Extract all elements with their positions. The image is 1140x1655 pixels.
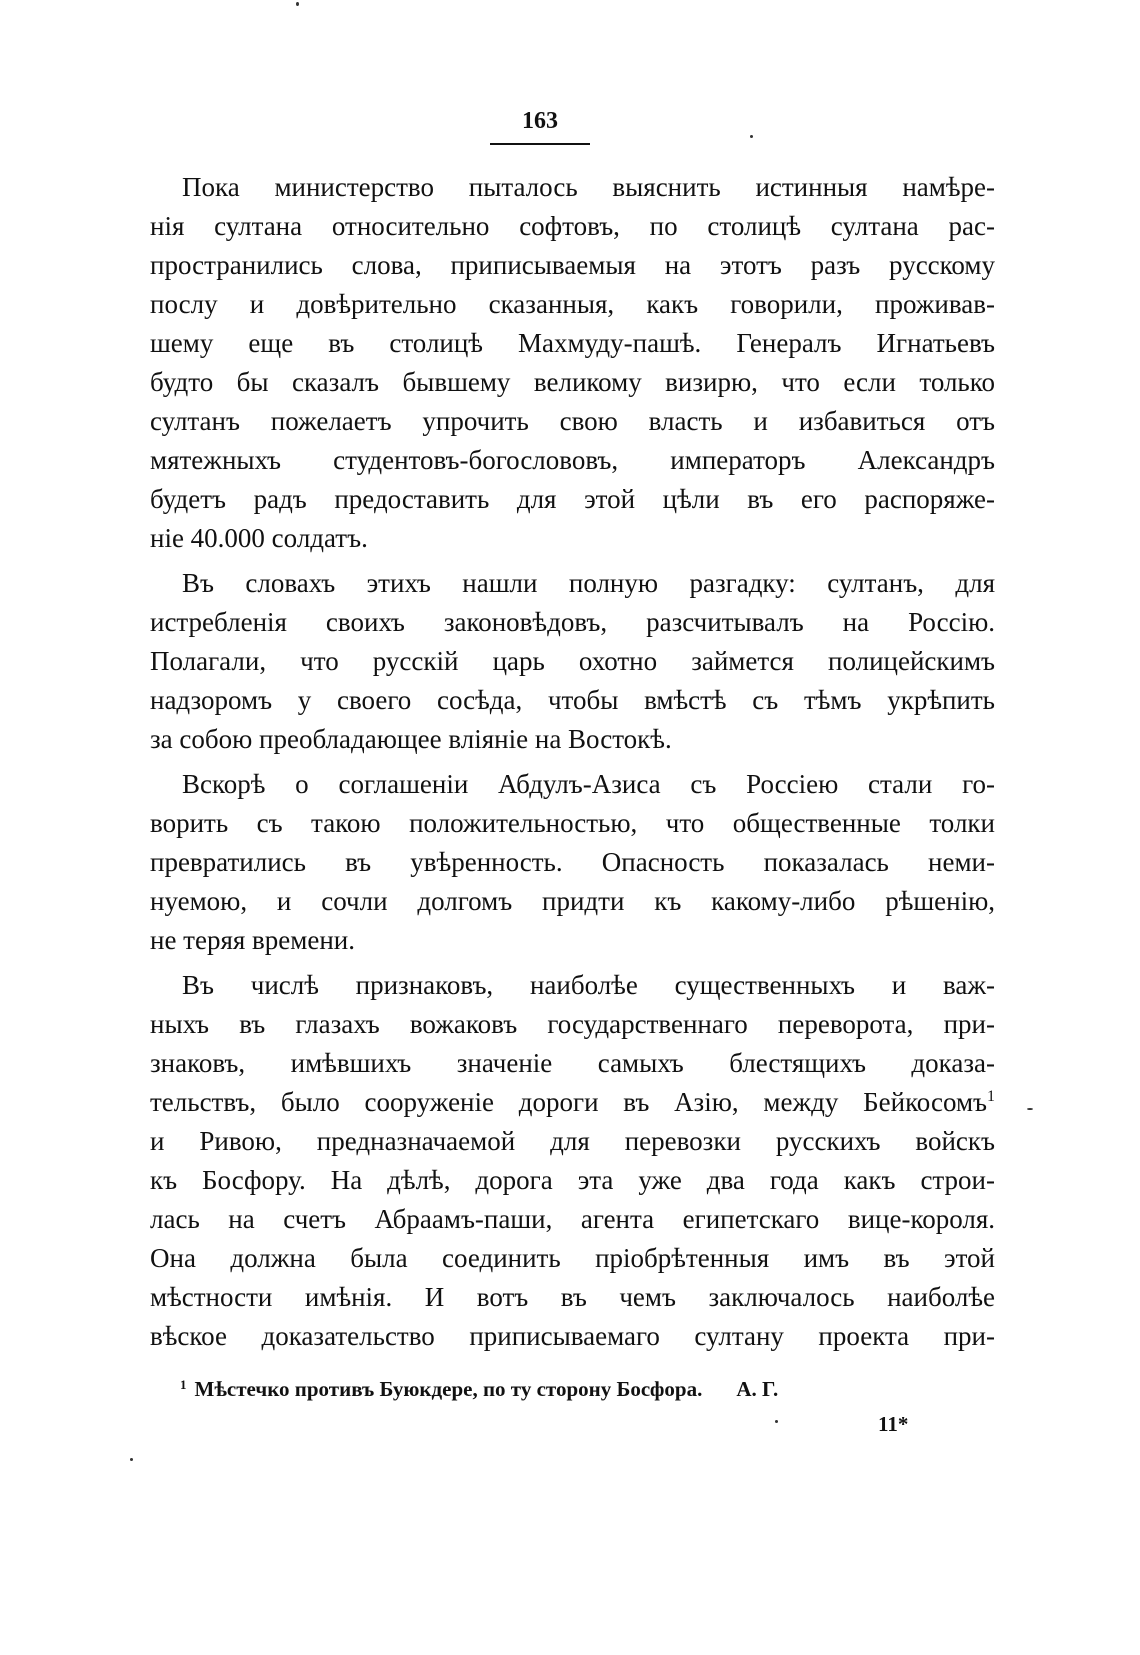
text-line: и Ривою, предназначаемой для перевозки русскихъ войскъ	[150, 1126, 995, 1156]
scan-speck	[750, 135, 753, 138]
text-line: за собою преобладающее вліяніе на Востокѣ.	[150, 724, 672, 754]
text-line-with-footnote-ref	[150, 1083, 995, 1122]
text-line: къ Босфору. На дѣлѣ, дорога эта уже два года какъ строи-	[150, 1165, 995, 1195]
text-line: Полагали, что русскій царь охотно займется полицейскимъ	[150, 646, 995, 676]
text-line-content: тельствъ, было сооруженіе дороги въ Азію, между Бейкосомъ	[150, 1087, 987, 1117]
text-line: ныхъ въ глазахъ вожаковъ государственнаго переворота, при-	[150, 1009, 995, 1039]
text-line: знаковъ, имѣвшихъ значеніе самыхъ блестящихъ доказа-	[150, 1048, 995, 1078]
text-line: султанъ пожелаетъ упрочить свою власть и избавиться отъ	[150, 406, 995, 436]
text-line: вѣское доказательство приписываемаго султану проекта при-	[150, 1321, 995, 1351]
text-line: пространились слова, приписываемыя на этотъ разъ русскому	[150, 250, 995, 280]
scan-speck	[130, 1458, 133, 1461]
footnote-signature: А. Г.	[736, 1377, 779, 1401]
text-line: ніе 40.000 солдатъ.	[150, 523, 368, 553]
text-line: лась на счетъ Абраамъ-паши, агента египетскаго вице-короля.	[150, 1204, 995, 1234]
main-text	[150, 168, 995, 1356]
text-line: Въ словахъ этихъ нашли полную разгадку: султанъ, для	[182, 568, 995, 598]
text-line: ворить съ такою положительностью, что общественные толки	[150, 808, 995, 838]
text-line: мѣстности имѣнія. И вотъ въ чемъ заключалось наиболѣе	[150, 1282, 995, 1312]
scan-speck	[1027, 1108, 1033, 1110]
text-line: будетъ радъ предоставить для этой цѣли въ его распоряже-	[150, 484, 995, 514]
scan-speck	[775, 1420, 778, 1423]
text-line: нуемою, и сочли долгомъ придти къ какому-либо рѣшенію,	[150, 886, 995, 916]
page-number: 163	[522, 108, 558, 134]
text-line: превратились въ увѣренность. Опасность показалась неми-	[150, 847, 995, 877]
text-line: Вскорѣ о соглашеніи Абдулъ-Азиса съ Россіею стали го-	[182, 769, 995, 799]
text-line: Пока министерство пыталось выяснить истинныя намѣре-	[182, 172, 995, 202]
footnote-text: Мѣстечко противъ Буюкдере, по ту сторону Босфора.	[194, 1377, 703, 1401]
text-line: Въ числѣ признаковъ, наиболѣе существенныхъ и важ-	[182, 970, 995, 1000]
text-line: шему еще въ столицѣ Махмуду-пашѣ. Генералъ Игнатьевъ	[150, 328, 995, 358]
text-line: послу и довѣрительно сказанныя, какъ говорили, проживав-	[150, 289, 995, 319]
text-line: надзоромъ у своего сосѣда, чтобы вмѣстѣ съ тѣмъ укрѣпить	[150, 685, 995, 715]
footnote-mark: 1	[180, 1377, 187, 1392]
scan-speck	[296, 2, 299, 6]
text-line: истребленія своихъ законовѣдовъ, разсчитывалъ на Россію.	[150, 607, 995, 637]
text-line: нія султана относительно софтовъ, по столицѣ султана рас-	[150, 211, 995, 241]
text-line: не теряя времени.	[150, 925, 356, 955]
printer-signature-mark: 11*	[878, 1412, 909, 1436]
footnote-reference: 1	[987, 1088, 995, 1105]
text-line: мятежныхъ студентовъ-богослововъ, императоръ Александръ	[150, 445, 995, 475]
page-number-rule	[490, 143, 590, 145]
text-line: Она должна была соединить пріобрѣтенныя имъ въ этой	[150, 1243, 995, 1273]
footnote	[180, 1377, 940, 1402]
text-line: будто бы сказалъ бывшему великому визирю, что если только	[150, 367, 995, 397]
